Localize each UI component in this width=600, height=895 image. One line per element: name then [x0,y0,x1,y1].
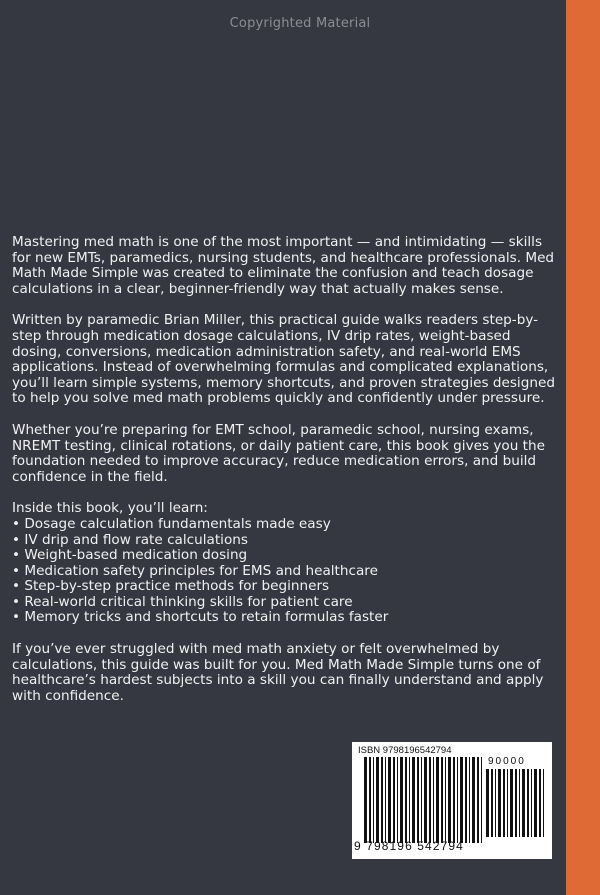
barcode-bar [481,757,482,843]
barcode-bar [469,757,470,843]
barcode-bar [515,769,517,837]
learn-list-item: • Weight-based medication dosing [12,548,560,564]
back-cover-blurb [12,235,560,720]
spine-stripe [566,0,600,895]
barcode-bar [441,757,443,843]
barcode-bar [539,769,541,837]
barcode-bar [531,769,532,837]
barcode-bar [448,757,451,843]
addon-barcode-bars [486,769,544,837]
barcode-bar [543,769,544,837]
barcode-bar [477,757,479,843]
learn-list-item: • Medication safety principles for EMS and healthcare [12,564,560,580]
barcode-bar [417,757,419,843]
ean-barcode-bars [364,757,482,843]
barcode-bar [405,757,407,843]
learn-list-item: • Dosage calculation fundamentals made easy [12,517,560,533]
barcode-bar [429,757,431,843]
barcode-bar [495,769,496,837]
barcode-bar [385,757,386,843]
barcode-bar [393,757,395,843]
barcode-bar [376,757,379,843]
blurb-paragraph-1: Mastering med math is one of the most important — and intimidating — skills for new EMTs, paramedics, nursing students, and healthcare professionals. Med Math Made Simple was created to eliminate the confusion and teach dosage calculations in a clear, beginner-friendly way that actually makes sense. [12,234,555,297]
barcode-bar [498,769,501,837]
barcode-bar [519,769,520,837]
learn-list-intro: Inside this book, you’ll learn: [12,500,208,517]
isbn-barcode-box [352,742,552,859]
barcode-bar [373,757,374,843]
barcode-bar [397,757,398,843]
isbn-label: ISBN 9798196542794 [358,745,452,756]
barcode-bar [421,757,422,843]
barcode-bar [465,757,467,843]
barcode-bar [457,757,458,843]
barcode-bar [381,757,383,843]
barcode-bar [412,757,415,843]
learn-list-item: • Memory tricks and shortcuts to retain formulas faster [12,610,560,626]
barcode-bar [527,769,529,837]
barcode-bar [400,757,403,843]
learn-list-item: • Real-world critical thinking skills for patient care [12,595,560,611]
barcode-bar [460,757,463,843]
barcode-bar [364,757,367,843]
barcode-bar [445,757,446,843]
barcode-bar [409,757,410,843]
barcode-bar [424,757,427,843]
barcode-bar [436,757,439,843]
blurb-paragraph-2: Written by paramedic Brian Miller, this practical guide walks readers step-by-step through medication dosage calculations, IV drip rates, weight-based dosing, conversions, medication administration safety, and real-world EMS applications. Instead of overwhelming formulas and complicated explanations, you’ll learn simple systems, memory shortcuts, and proven strategies designed to help you solve med math problems quickly and confidently under pressure. [12,312,555,407]
barcode-bar [453,757,455,843]
blurb-paragraph-4: If you’ve ever struggled with med math anxiety or felt overwhelmed by calculations, this guide was built for you. Med Math Made Simple turns one of healthcare’s hardest subjects into a skill you can finally understand and apply with confidence. [12,641,544,704]
barcode-bar [472,757,475,843]
blurb-paragraph-3: Whether you’re preparing for EMT school, paramedic school, nursing exams, NREMT testing, clinical rotations, or daily patient care, this book gives you the foundation needed to improve accuracy, reduce medication errors, and build confidence in the field. [12,421,545,485]
barcode-bar [510,769,513,837]
barcode-bar [491,769,493,837]
barcode-bar [507,769,508,837]
barcode-bar [503,769,505,837]
copyright-watermark: Copyrighted Material [229,16,371,31]
barcode-bar [534,769,537,837]
barcode-bar [388,757,391,843]
barcode-bar [369,757,371,843]
barcode-bar [486,769,489,837]
price-addon-number: 90000 [488,756,526,767]
learn-list-item: • IV drip and flow rate calculations [12,533,560,549]
barcode-bar [433,757,434,843]
ean-digits: 9 798196 542794 [354,839,464,853]
learn-list-item: • Step-by-step practice methods for beginners [12,579,560,595]
learn-list [12,517,560,626]
barcode-bar [522,769,525,837]
